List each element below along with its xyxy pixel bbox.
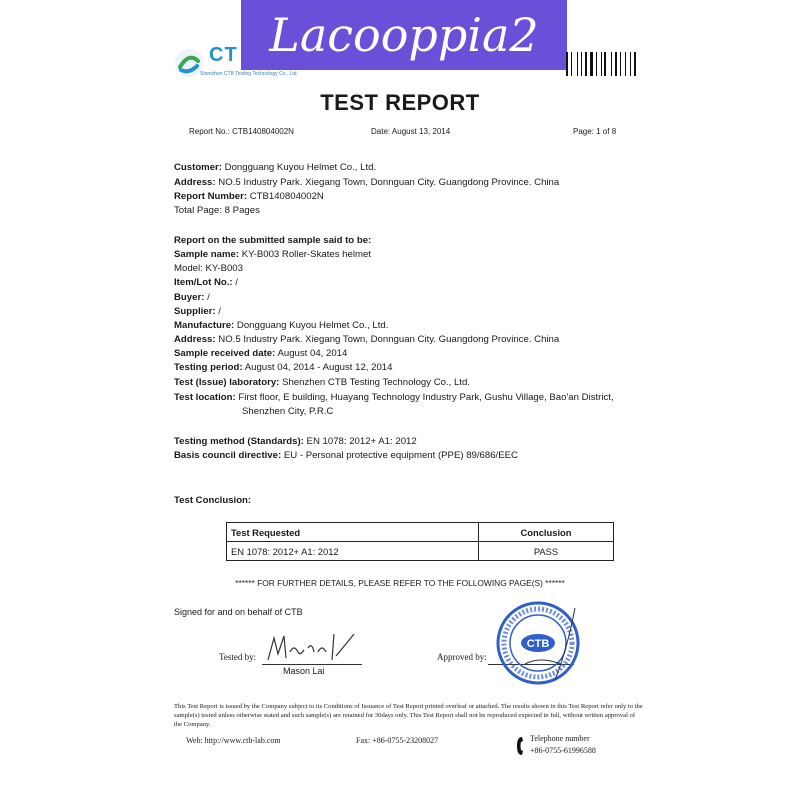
field-received-date: Sample received date: August 04, 2014 — [174, 348, 348, 359]
barcode-bar — [620, 52, 621, 76]
field-report-number: Report Number: CTB140804002N — [174, 191, 324, 202]
barcode-bar — [571, 52, 572, 76]
barcode-bar — [622, 52, 624, 76]
field-manufacture: Manufacture: Dongguang Kuyou Helmet Co., Ltd. — [174, 320, 389, 331]
tester-signature-line — [262, 664, 362, 665]
telephone-icon — [514, 736, 526, 756]
field-sample-heading: Report on the submitted sample said to be: — [174, 235, 372, 246]
barcode-bar — [590, 52, 593, 76]
conclusion-table — [226, 522, 614, 561]
footer-fax: Fax: +86-0755-23208027 — [356, 736, 439, 745]
logo-subtitle: Shenzhen CTB Testing Technology Co., Ltd. — [200, 71, 298, 77]
field-customer-address: Address: NO.5 Industry Park. Xiegang Town, Donnguan City. Guangdong Province. China — [174, 177, 560, 188]
barcode-bar — [604, 52, 606, 76]
footer-web: Web: http://www.ctb-lab.com — [186, 736, 281, 745]
barcode-bar — [594, 52, 595, 76]
field-item-lot: Item/Lot No.: / — [174, 277, 238, 288]
barcode-bar — [627, 52, 630, 76]
barcode-bar — [569, 52, 570, 76]
signer-name: Mason Lai — [283, 666, 325, 676]
field-testing-method: Testing method (Standards): EN 1078: 2012+ A1: 2012 — [174, 436, 417, 447]
barcode-bar — [630, 52, 631, 76]
barcode-bar — [578, 52, 580, 76]
field-model: Model: KY-B003 — [174, 263, 243, 274]
barcode-bar — [588, 52, 589, 76]
approved-by-label: Approved by: — [437, 652, 487, 662]
barcode-bar — [583, 52, 584, 76]
field-laboratory: Test (Issue) laboratory: Shenzhen CTB Testing Technology Co., Ltd. — [174, 377, 470, 388]
field-total-page: Total Page: 8 Pages — [174, 205, 260, 216]
field-test-location-cont: Shenzhen City, P.R.C — [242, 406, 334, 417]
barcode-bar — [581, 52, 582, 76]
barcode-bar — [573, 52, 576, 76]
conclusion-heading: Test Conclusion: — [174, 495, 252, 506]
signed-on-behalf: Signed for and on behalf of CTB — [174, 607, 303, 617]
col-test-requested: Test Requested — [227, 523, 479, 542]
barcode-bar — [618, 52, 619, 76]
cell-test-requested: EN 1078: 2012+ A1: 2012 — [227, 542, 479, 561]
field-manufacture-address: Address: NO.5 Industry Park. Xiegang Town, Donnguan City. Guangdong Province. China — [174, 334, 560, 345]
barcode-bar — [603, 52, 604, 76]
cell-conclusion: PASS — [479, 542, 614, 561]
footer-telephone-label: Telephone number — [530, 734, 590, 743]
barcode-bar — [566, 52, 568, 76]
page-number-meta: Page: 1 of 8 — [573, 127, 617, 136]
barcode-bar — [613, 52, 614, 76]
barcode-bar — [625, 52, 626, 76]
field-customer: Customer: Dongguang Kuyou Helmet Co., Ltd. — [174, 162, 377, 173]
further-details-note: ****** FOR FURTHER DETAILS, PLEASE REFER TO THE FOLLOWING PAGE(S) ****** — [235, 578, 565, 588]
report-date-meta: Date: August 13, 2014 — [371, 127, 451, 136]
table-header-row — [227, 523, 614, 542]
logo-text: CT — [209, 44, 238, 66]
barcode-bar — [607, 52, 610, 76]
barcode-bar — [611, 52, 612, 76]
tester-signature — [264, 630, 360, 666]
field-council-directive: Basis council directive: EU - Personal protective equipment (PPE) 89/686/EEC — [174, 450, 518, 461]
barcode-bar — [601, 52, 602, 76]
disclaimer-text: This Test Report is issued by the Company subject to its Conditions of Issuance of Test Report printed overleaf or attached. The results shown in this Test Report refer only to the sample(s) tested unless otherwise stated and such sample(s) are retained for 30days only. This Test Report shall not be reproduced expected in full, without written approval of the Company. — [174, 703, 643, 728]
tested-by-label: Tested by: — [219, 652, 257, 662]
report-title: TEST REPORT — [320, 90, 480, 115]
footer-telephone-number: +86-0755-61996588 — [530, 746, 596, 755]
field-test-location: Test location: First floor, E building, Huayang Technology Industry Park, Gushu Village, Bao'an District, — [174, 392, 614, 403]
barcode-bar — [577, 52, 578, 76]
table-row — [227, 542, 614, 561]
barcode-bar — [596, 52, 597, 76]
barcode-bar — [637, 52, 638, 76]
barcode-bar — [632, 52, 633, 76]
col-conclusion: Conclusion — [479, 523, 614, 542]
barcode-bar — [634, 52, 636, 76]
ctb-seal-stamp-icon — [495, 600, 581, 686]
barcode-bar — [615, 52, 617, 76]
barcode — [566, 52, 638, 76]
barcode-bar — [598, 52, 600, 76]
svg-text:CTB: CTB — [526, 638, 550, 650]
field-sample-name: Sample name: KY-B003 Roller-Skates helmet — [174, 249, 371, 260]
report-number-meta: Report No.: CTB140804002N — [189, 127, 294, 136]
field-testing-period: Testing period: August 04, 2014 - August 12, 2014 — [174, 362, 393, 373]
field-supplier: Supplier: / — [174, 306, 221, 317]
field-buyer: Buyer: / — [174, 292, 210, 303]
barcode-bar — [585, 52, 587, 76]
watermark-banner: Lacooppia2 — [241, 0, 567, 70]
